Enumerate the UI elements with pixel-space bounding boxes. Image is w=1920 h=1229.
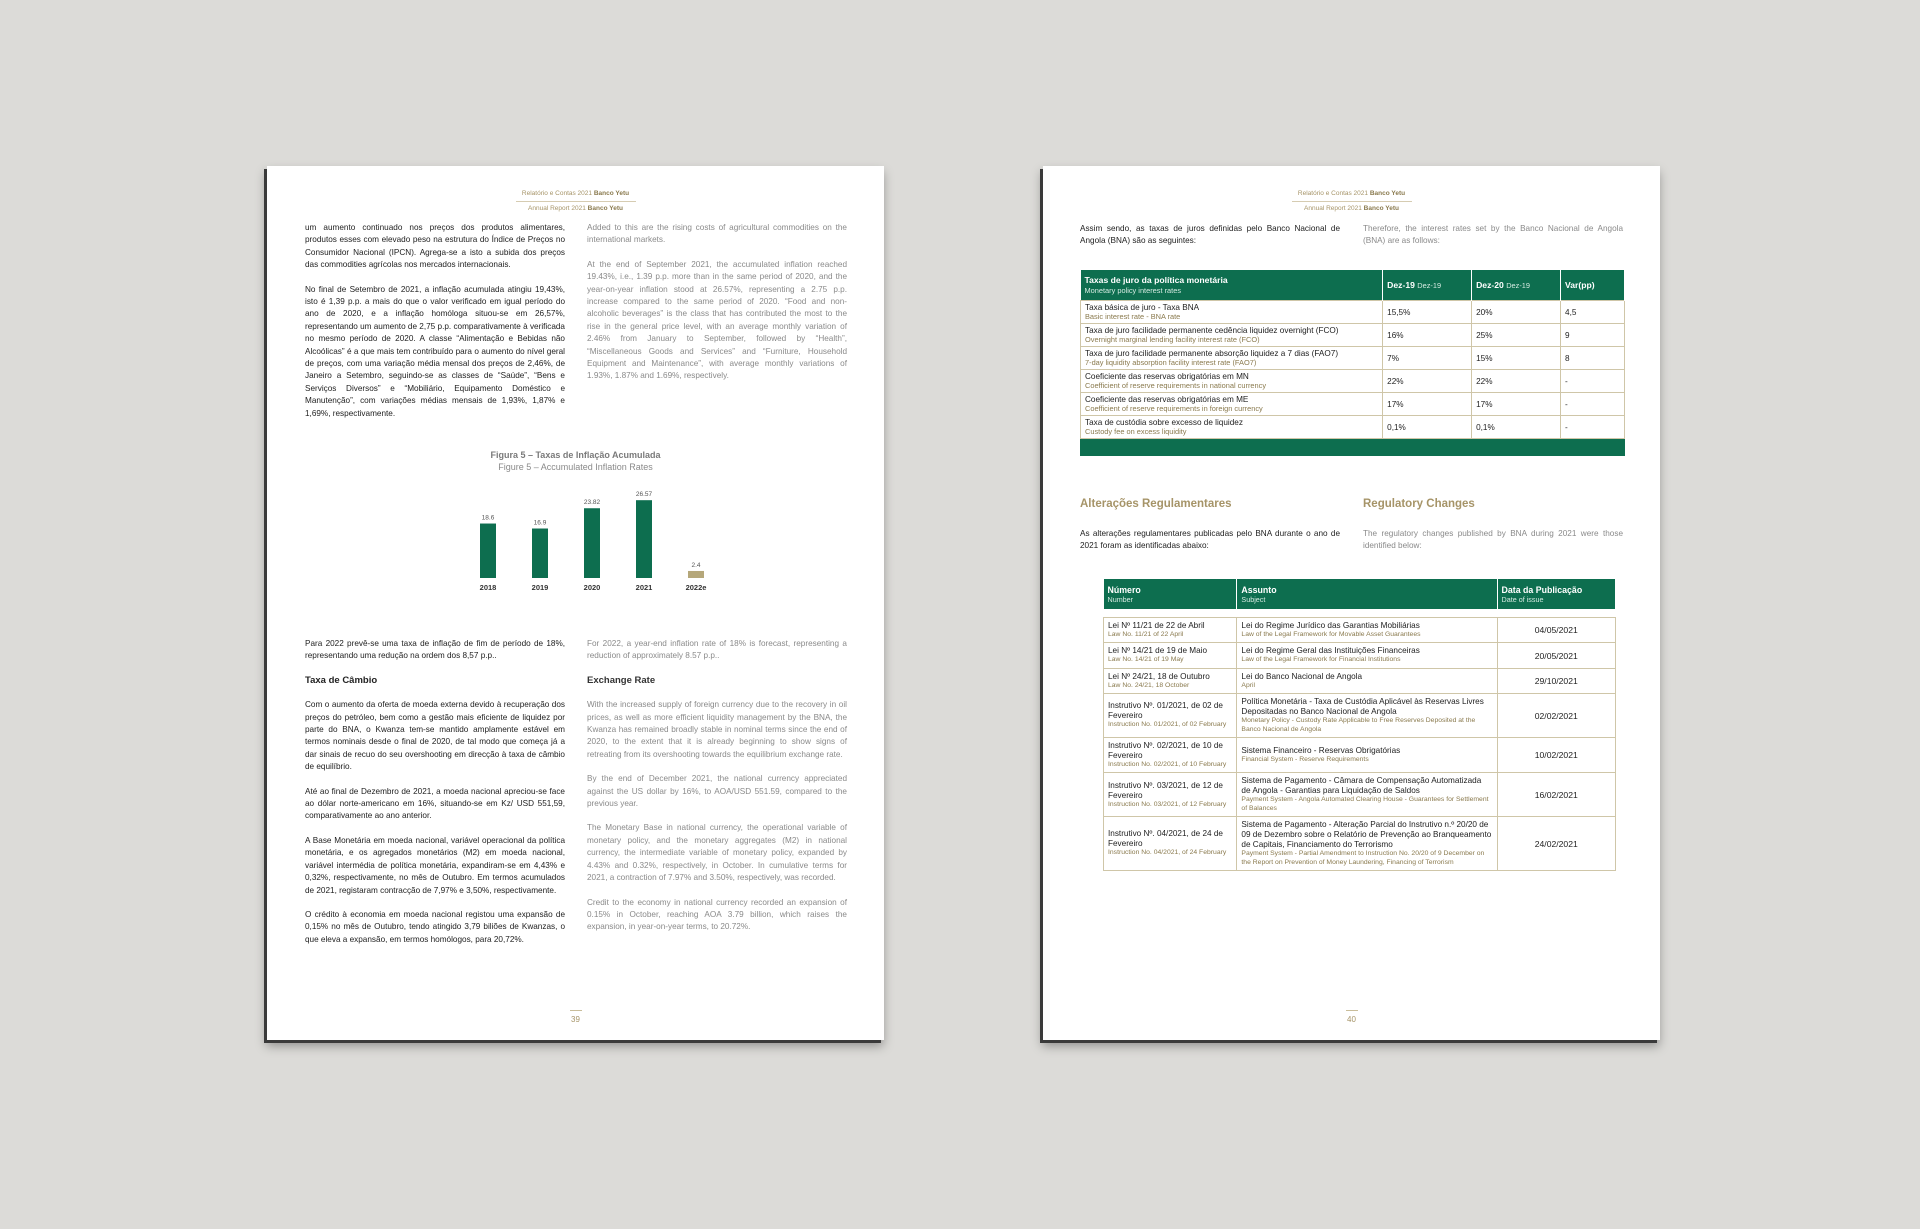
subject-label-en: April xyxy=(1241,681,1256,689)
dez19-cell: 7% xyxy=(1383,347,1472,370)
subject-label: Sistema de Pagamento - Alteração Parcial do Instrutivo n.º 20/20 de 09 de Dezembro sobre o Relatório de Prevenção ao Branqueamento de Capitais, Financiamento do Terrorismo xyxy=(1241,820,1492,850)
number-cell xyxy=(1104,694,1237,738)
header-sublabel: Dez-19 xyxy=(1417,281,1442,290)
paragraph: At the end of September 2021, the accumulated inflation reached 19.43%, i.e., 1.39 p.p. more than in the same period of 2020, and the year-on-year inflation stood at 26.57%, representing a 2.75 p.p. increase compared to the same period of 2020. “Food and non-alcoholic beverages” is the class that has contributed the most to the rise in the general price level, with an average monthly variation of 2.46% from January to September, followed by “Health”, “Miscellaneous Goods and Services” and “Furniture, Household Equipment and Maintenance”, with average monthly variations of 1.93%, 1.87% and 1.69%, respectively. xyxy=(587,259,847,381)
table-row xyxy=(1081,324,1625,347)
subject-cell xyxy=(1237,817,1497,871)
bar-2019 xyxy=(532,529,548,578)
bar-2018 xyxy=(480,524,496,578)
dez20-cell: 25% xyxy=(1472,324,1561,347)
header-label: Data da Publicação xyxy=(1501,584,1583,595)
subject-cell xyxy=(1237,668,1497,693)
subject-label-en: Financial System - Reserve Requirements xyxy=(1241,756,1369,764)
rate-label-en: Custody fee on excess liquidity xyxy=(1085,427,1187,436)
header-brand-en: Banco Yetu xyxy=(1363,205,1399,212)
paragraph: With the increased supply of foreign currency due to the recovery in oil prices, as well as more efficient liquidity management by the BNA, the Kwanza has remained broadly stable in nominal terms since the end of 2020, to the extent that it is already beginning to show signs of retreating from its overshooting towards the equilibrium exchange rate. xyxy=(587,700,847,759)
dez19-cell: 15,5% xyxy=(1383,301,1472,324)
header-label: Número xyxy=(1107,584,1141,595)
rate-label-en: Basic interest rate - BNA rate xyxy=(1085,312,1181,321)
paragraph: A Base Monetária em moeda nacional, variável operacional da política monetária, e os agregados monetários (M2) em moeda nacional, variável intermédia de política monetária, expandiram-se em 4,43% e 0,32%, respectivamente, no mês de Outubro. Em termos acumulados de 2021, registaram contracção de 7,97% e 3,50%, respectivamente. xyxy=(305,835,565,895)
header-line2: Annual Report 2021 xyxy=(528,205,588,212)
rate-label: Taxa básica de juro - Taxa BNA xyxy=(1085,303,1200,312)
header-sublabel: Subject xyxy=(1241,594,1266,604)
rates-intro-en: Therefore, the interest rates set by the Banco Nacional de Angola (BNA) are as follows: xyxy=(1363,224,1623,246)
section-title-en: Regulatory Changes xyxy=(1363,498,1475,510)
table-row xyxy=(1104,817,1616,871)
subject-cell xyxy=(1237,618,1497,643)
en-column-top xyxy=(587,222,847,395)
rates-intro-pt: Assim sendo, as taxas de juros definidas pelo Banco Nacional de Angola (BNA) são as seguintes: xyxy=(1080,224,1340,246)
dez19-cell: 16% xyxy=(1383,324,1472,347)
paragraph: O crédito à economia em moeda nacional registou uma expansão de 0,15% no mês de Outubro, tendo atingido 3,79 biliões de Kwanzas, o que eleva a expansão, em termos homólogos, para 20,72%. xyxy=(305,909,565,944)
page-number: 39 xyxy=(267,1010,884,1024)
paragraph: No final de Setembro de 2021, a inflação acumulada atingiu 19,43%, isto é 1,39 p.p. a mais do que o valor verificado em igual período do ano de 2020, e a inflação homóloga situou-se em 26,57%, representando um aumento de 2,75 p.p. comparativamente à verificada no mesmo período de 2020. A classe “Alimentação e Bebidas não Alcoólicas” é a que mais tem contribuído para o aumento do nível geral de preços, com uma variação média mensal dos preços de 2,46%, de Janeiro a Setembro, seguindo-se as classes de “Saúde”, “Bens e Serviços Diversos” e “Mobiliário, Equipamento Doméstico e Manutenção”, com variações médias mensais de 1,93%, 1,87% e 1,69%, respectivamente. xyxy=(305,284,565,418)
table-header-cell xyxy=(1104,579,1237,609)
header-line1: Relatório e Contas 2021 xyxy=(1297,190,1370,197)
rate-label-en: 7-day liquidity absorption facility interest rate (FAO7) xyxy=(1085,358,1257,367)
subject-label: Lei do Banco Nacional de Angola xyxy=(1241,671,1363,681)
var-cell: - xyxy=(1561,370,1625,393)
date-cell: 04/05/2021 xyxy=(1497,618,1615,643)
rate-label-cell xyxy=(1081,301,1383,324)
regulatory-changes-table xyxy=(1103,579,1616,871)
header-sublabel: Date of issue xyxy=(1501,594,1544,604)
number-label: Lei Nº 11/21 de 22 de Abril xyxy=(1108,621,1205,630)
rate-label-cell xyxy=(1081,324,1383,347)
paragraph: The Monetary Base in national currency, the operational variable of monetary policy, and the monetary aggregates (M2) in national currency, the intermediate variable of monetary policy, expanded by 4.43% and 0.32%, respectively, in October. In cumulative terms for 2021, a contraction of 7.97% and 3.50%, respectively, was recorded. xyxy=(587,823,847,883)
rate-label: Taxa de juro facilidade permanente cedência liquidez overnight (FCO) xyxy=(1085,326,1339,335)
subject-label: Lei do Regime Geral das Instituições Financeiras xyxy=(1241,646,1420,656)
rate-label-cell xyxy=(1081,370,1383,393)
number-label-en: Law No. 11/21 of 22 April xyxy=(1108,631,1184,638)
subject-cell xyxy=(1237,694,1497,738)
number-label-en: Instruction No. 02/2021, of 10 February xyxy=(1108,761,1227,769)
subject-cell xyxy=(1237,773,1497,817)
bar-2020 xyxy=(584,508,600,578)
figure-caption xyxy=(267,449,884,473)
pt-column-top xyxy=(305,222,565,432)
rate-label-cell xyxy=(1081,393,1383,416)
var-cell: 4,5 xyxy=(1561,301,1625,324)
date-cell: 10/02/2021 xyxy=(1497,738,1615,773)
inflation-bar-chart xyxy=(442,486,707,596)
en-column-bottom xyxy=(587,638,847,946)
page-header xyxy=(267,188,884,215)
var-cell: 9 xyxy=(1561,324,1625,347)
data-label: 18.6 xyxy=(481,514,495,522)
rate-label-en: Overnight marginal lending facility interest rate (FCO) xyxy=(1085,335,1260,344)
rate-label-en: Coefficient of reserve requirements in foreign currency xyxy=(1085,404,1263,413)
subject-cell xyxy=(1237,738,1497,773)
rate-label-en: Coefficient of reserve requirements in national currency xyxy=(1085,381,1267,390)
number-label-en: Instruction No. 03/2021, of 12 February xyxy=(1108,800,1227,808)
data-label: 26.57 xyxy=(635,491,653,499)
rate-label: Taxa de juro facilidade permanente absorção liquidez a 7 dias (FAO7) xyxy=(1085,349,1339,358)
dez20-cell: 22% xyxy=(1472,370,1561,393)
date-cell: 02/02/2021 xyxy=(1497,694,1615,738)
page-number: 40 xyxy=(1043,1010,1660,1024)
var-cell: 8 xyxy=(1561,347,1625,370)
page-header xyxy=(1043,188,1660,215)
number-label-en: Law No. 24/21, 18 October xyxy=(1108,681,1190,689)
section-title-pt: Alterações Regulamentares xyxy=(1080,498,1232,510)
data-label: 16.9 xyxy=(533,519,547,527)
var-cell: - xyxy=(1561,393,1625,416)
subject-label: Sistema Financeiro - Reservas Obrigatórias xyxy=(1241,746,1401,756)
bar-2021 xyxy=(636,500,652,578)
date-cell: 29/10/2021 xyxy=(1497,668,1615,693)
number-label-en: Law No. 14/21 of 19 May xyxy=(1108,656,1184,664)
table-row xyxy=(1081,416,1625,439)
header-sublabel: Monetary policy interest rates xyxy=(1084,286,1182,295)
data-label: 23.82 xyxy=(583,499,601,507)
date-cell: 24/02/2021 xyxy=(1497,817,1615,871)
header-sublabel: Dez-19 xyxy=(1506,281,1531,290)
number-label: Lei Nº 24/21, 18 de Outubro xyxy=(1108,671,1210,681)
rate-label-cell xyxy=(1081,416,1383,439)
section-heading: Exchange Rate xyxy=(587,674,656,686)
rate-label: Coeficiente das reservas obrigatórias em MN xyxy=(1085,372,1249,381)
right-page xyxy=(1043,166,1660,1040)
table-header-cell xyxy=(1561,270,1625,301)
number-cell xyxy=(1104,817,1237,871)
date-cell: 16/02/2021 xyxy=(1497,773,1615,817)
number-cell xyxy=(1104,773,1237,817)
bar-2022e xyxy=(688,571,704,578)
interest-rates-table xyxy=(1080,270,1625,456)
header-label: Dez-19 xyxy=(1387,280,1415,290)
header-label: Var(pp) xyxy=(1565,280,1595,290)
table-header-cell xyxy=(1472,270,1561,301)
paragraph: For 2022, a year-end inflation rate of 18% is forecast, representing a reduction of approximately 8.57 p.p.. xyxy=(587,639,847,661)
left-page xyxy=(267,166,884,1040)
figure-subtitle: Figure 5 – Accumulated Inflation Rates xyxy=(498,462,653,472)
table-header-cell xyxy=(1383,270,1472,301)
number-label-en: Instruction No. 01/2021, of 02 February xyxy=(1108,721,1227,729)
dez19-cell: 17% xyxy=(1383,393,1472,416)
reg-intro-pt: As alterações regulamentares publicadas pelo BNA durante o ano de 2021 foram as identificadas abaixo: xyxy=(1080,529,1340,551)
header-label: Assunto xyxy=(1241,584,1277,595)
table-row xyxy=(1104,668,1616,693)
var-cell: - xyxy=(1561,416,1625,439)
number-label-en: Instruction No. 04/2021, of 24 February xyxy=(1108,849,1227,857)
paragraph: Credit to the economy in national currency recorded an expansion of 0.15% in October, reaching AOA 3.79 billion, which raises the expansion, in year-on-year terms, to 20.72%. xyxy=(587,897,847,932)
data-label: 2.4 xyxy=(691,561,701,569)
table-row xyxy=(1081,393,1625,416)
number-cell xyxy=(1104,738,1237,773)
table-row xyxy=(1104,694,1616,738)
x-tick-label: 2020 xyxy=(583,583,601,592)
number-label: Instrutivo Nº. 01/2021, de 02 de Fevereiro xyxy=(1108,701,1223,721)
number-cell xyxy=(1104,668,1237,693)
header-sublabel: Number xyxy=(1107,594,1134,604)
subject-label-en: Law of the Legal Framework for Financial Institutions xyxy=(1241,656,1401,664)
number-label: Instrutivo Nº. 03/2021, de 12 de Fevereiro xyxy=(1108,780,1223,800)
date-cell: 20/05/2021 xyxy=(1497,643,1615,668)
rate-label: Coeficiente das reservas obrigatórias em ME xyxy=(1085,395,1249,404)
number-label: Lei Nº 14/21 de 19 de Maio xyxy=(1108,646,1208,656)
dez19-cell: 0,1% xyxy=(1383,416,1472,439)
header-line2: Annual Report 2021 xyxy=(1304,205,1364,212)
paragraph: um aumento continuado nos preços dos produtos alimentares, produtos esses com elevado peso na estrutura do Índice de Preços no Consumidor Nacional (IPCN). Agrega-se a isto a subida dos preços das commodities agrícolas nos mercados internacionais. xyxy=(305,223,565,270)
reg-intro-en: The regulatory changes published by BNA during 2021 were those identified below: xyxy=(1363,529,1623,551)
dez19-cell: 22% xyxy=(1383,370,1472,393)
header-brand: Banco Yetu xyxy=(593,190,630,197)
subject-label: Lei do Regime Jurídico das Garantias Mobiliárias xyxy=(1241,621,1420,630)
table-header-cell xyxy=(1497,579,1615,609)
table-row xyxy=(1104,643,1616,668)
figure-title: Figura 5 – Taxas de Inflação Acumulada xyxy=(490,450,661,460)
rate-label-cell xyxy=(1081,347,1383,370)
subject-label: Política Monetária - Taxa de Custódia Aplicável às Reservas Livres Depositadas no Banco Nacional de Angola xyxy=(1241,697,1484,717)
dez20-cell: 15% xyxy=(1472,347,1561,370)
subject-label-en: Law of the Legal Framework for Movable Asset Guarantees xyxy=(1241,631,1421,638)
subject-label-en: Payment System - Angola Automated Clearing House - Guarantees for Settlement of Balances xyxy=(1241,796,1489,812)
paragraph: Para 2022 prevê-se uma taxa de inflação de fim de período de 18%, representando uma redução na ordem dos 8,57 p.p.. xyxy=(305,639,565,661)
subject-label-en: Monetary Policy - Custody Rate Applicable to Free Reserves Deposited at the Banco Nacional de Angola xyxy=(1241,717,1476,733)
x-tick-label: 2018 xyxy=(479,583,497,592)
x-tick-label: 2019 xyxy=(531,583,549,592)
subject-cell xyxy=(1237,643,1497,668)
header-brand-en: Banco Yetu xyxy=(587,205,623,212)
table-row xyxy=(1104,618,1616,643)
paragraph: Added to this are the rising costs of agricultural commodities on the international markets. xyxy=(587,223,847,245)
paragraph: By the end of December 2021, the national currency appreciated against the US dollar by 16%, to AOA/USD 551.59, compared to the previous year. xyxy=(587,774,847,809)
subject-label: Sistema de Pagamento - Câmara de Compensação Automatizada de Angola - Garantias para Liquidação de Saldos xyxy=(1241,776,1482,796)
header-label: Dez-20 xyxy=(1476,280,1504,290)
x-tick-label: 2022e xyxy=(685,583,707,592)
table-header-cell xyxy=(1237,579,1497,609)
header-label: Taxas de juro da política monetária xyxy=(1084,275,1228,285)
rate-label: Taxa de custódia sobre excesso de liquidez xyxy=(1085,418,1243,427)
dez20-cell: 17% xyxy=(1472,393,1561,416)
table-row xyxy=(1081,347,1625,370)
number-label: Instrutivo Nº. 04/2021, de 24 de Fevereiro xyxy=(1108,829,1223,849)
x-tick-label: 2021 xyxy=(635,583,653,592)
paragraph: Até ao final de Dezembro de 2021, a moeda nacional apreciou-se face ao dólar norte-americano em 16%, situando-se em Kz/ USD 551,59, comparativamente ao ano anterior. xyxy=(305,786,565,821)
number-cell xyxy=(1104,618,1237,643)
table-row xyxy=(1104,738,1616,773)
header-brand: Banco Yetu xyxy=(1369,190,1406,197)
number-cell xyxy=(1104,643,1237,668)
section-heading: Taxa de Câmbio xyxy=(305,674,378,686)
dez20-cell: 20% xyxy=(1472,301,1561,324)
header-line1: Relatório e Contas 2021 xyxy=(521,190,594,197)
table-header-cell xyxy=(1081,270,1383,301)
number-label: Instrutivo Nº. 02/2021, de 10 de Fevereiro xyxy=(1108,741,1223,761)
dez20-cell: 0,1% xyxy=(1472,416,1561,439)
table-footer-bar xyxy=(1081,439,1625,456)
table-row xyxy=(1081,301,1625,324)
table-row xyxy=(1081,370,1625,393)
pt-column-bottom xyxy=(305,638,565,958)
paragraph: Com o aumento da oferta de moeda externa devido à recuperação dos preços do petróleo, bem como a gestão mais eficiente de liquidez por parte do BNA, o Kwanza tem-se mantido amplamente estável em termos nominais desde o final de 2020, de tal modo que começa já a dar sinais de recuo do seu overshooting em direcção à taxa de câmbio de equilíbrio. xyxy=(305,700,565,772)
subject-label-en: Payment System - Partial Amendment to Instruction No. 20/20 of 9 December on the Report on Prevention of Money Laundering, Financing of Terrorism xyxy=(1241,850,1485,866)
table-row xyxy=(1104,773,1616,817)
